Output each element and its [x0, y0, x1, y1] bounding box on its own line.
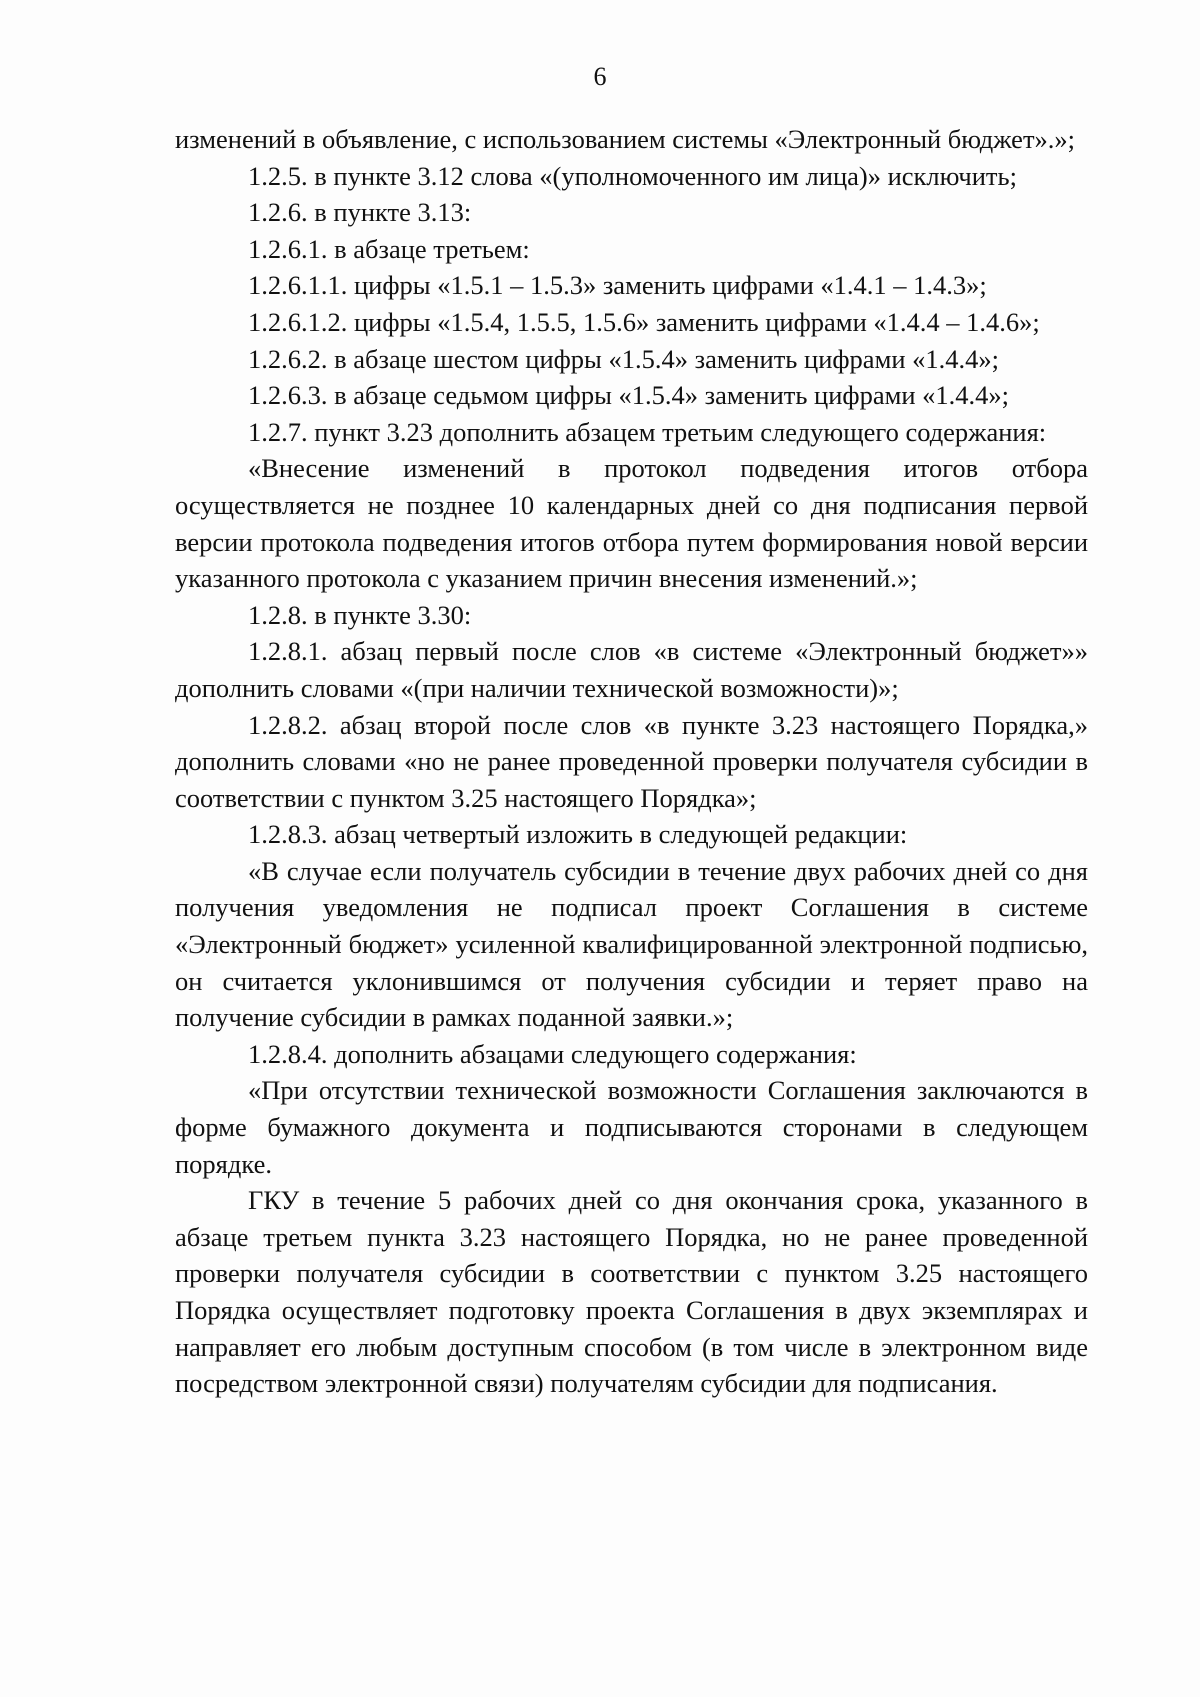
paragraph: 1.2.8. в пункте 3.30: [248, 599, 472, 630]
paragraph: 1.2.6.1. в абзаце третьем: [248, 233, 530, 264]
paragraph: изменений в объявление, с использованием системы «Электронный бюджет».»; [175, 124, 1076, 154]
paragraph: 1.2.6. в пункте 3.13: [248, 197, 472, 228]
page-number: 6 [593, 62, 607, 91]
paragraph: 1.2.8.1. абзац первый после слов «в системе «Электронный бюджет»» дополнить словами «(при наличии технической возможности)»; [175, 636, 1088, 703]
paragraph: 1.2.7. пункт 3.23 дополнить абзацем третьим следующего содержания: [248, 416, 1047, 447]
paragraph: «В случае если получатель субсидии в течение двух рабочих дней со дня получения уведомления не подписал проект Соглашения в системе «Электронный бюджет» усиленной квалифицированной электронной подписью, он считается уклонившимся от получения субсидии и теряет право на получение субсидии в рамках поданной заявки.»; [175, 855, 1088, 1033]
document-body [175, 121, 1088, 1402]
paragraph: 1.2.8.4. дополнить абзацами следующего содержания: [248, 1038, 857, 1069]
paragraph: 1.2.6.1.1. цифры «1.5.1 – 1.5.3» заменить цифрами «1.4.1 – 1.4.3»; [248, 270, 987, 301]
paragraph: 1.2.8.2. абзац второй после слов «в пункте 3.23 настоящего Порядка,» дополнить словами «но не ранее проведенной проверки получателя субсидии в соответствии с пунктом 3.25 настоящего Порядка»; [175, 709, 1088, 813]
paragraph: «При отсутствии технической возможности Соглашения заключаются в форме бумажного документа и подписываются сторонами в следующем порядке. [175, 1075, 1088, 1179]
paragraph: «Внесение изменений в протокол подведения итогов отбора осуществляется не позднее 10 календарных дней со дня подписания первой версии протокола подведения итогов отбора путем формирования новой версии указанного протокола с указанием причин внесения изменений.»; [175, 453, 1088, 594]
paragraph: 1.2.6.3. в абзаце седьмом цифры «1.5.4» заменить цифрами «1.4.4»; [248, 380, 1010, 411]
paragraph: 1.2.6.1.2. цифры «1.5.4, 1.5.5, 1.5.6» заменить цифрами «1.4.4 – 1.4.6»; [248, 306, 1040, 337]
paragraph: 1.2.5. в пункте 3.12 слова «(уполномоченного им лица)» исключить; [248, 160, 1017, 191]
paragraph: ГКУ в течение 5 рабочих дней со дня окончания срока, указанного в абзаце третьем пункта 3.23 настоящего Порядка, но не ранее проведенной проверки получателя субсидии в соответствии с пунктом 3.25 настоящего Порядка осуществляет подготовку проекта Соглашения в двух экземплярах и направляет его любым доступным способом (в том числе в электронном виде посредством электронной связи) получателям субсидии для подписания. [175, 1185, 1088, 1399]
paragraph: 1.2.6.2. в абзаце шестом цифры «1.5.4» заменить цифрами «1.4.4»; [248, 343, 1000, 374]
paragraph: 1.2.8.3. абзац четвертый изложить в следующей редакции: [248, 819, 908, 850]
